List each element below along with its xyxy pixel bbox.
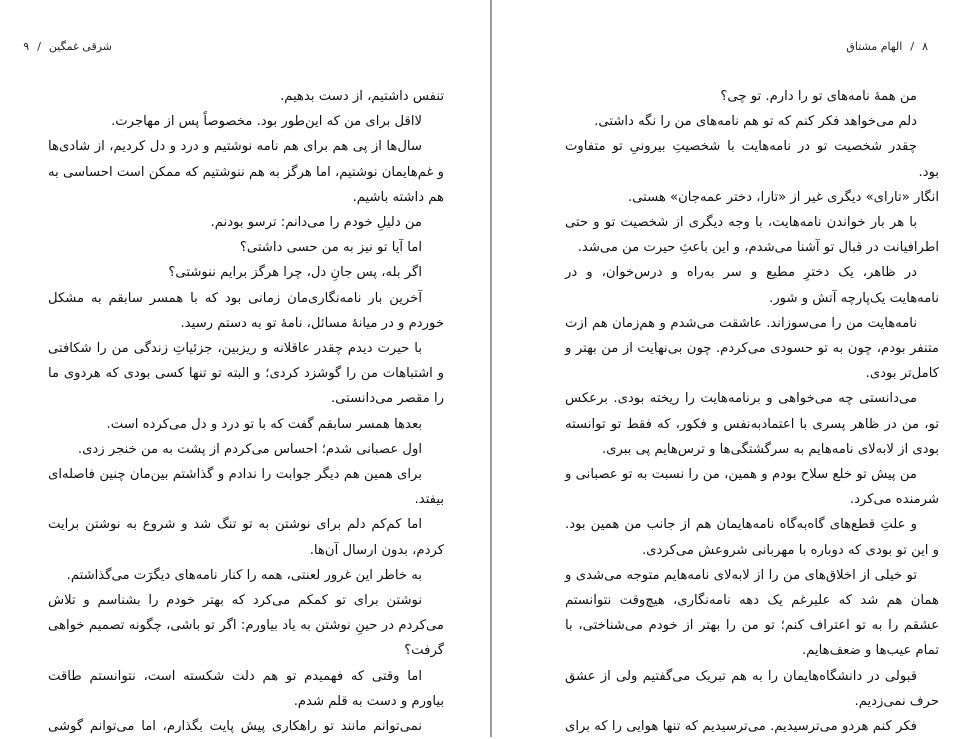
right-running-head [846,40,928,53]
paragraph: سال‌ها از پی هم برای هم نامه نوشتیم و درد و دل کردیم، از شادی‌ها و غم‌هایمان نوشتیم، اما هرگز به هم ننوشتیم که ممکن است احساسی به هم داشته باشیم. [48,139,444,205]
book-title: شرقی غمگین [48,40,112,53]
paragraph: من دلیلِ خودم را می‌دانم: ترسو بودنم. [210,215,422,231]
right-page [490,0,980,737]
left-running-head [23,40,112,53]
running-head-separator: / [37,40,41,53]
paragraph: می‌دانستی چه می‌خواهی و برنامه‌هایت را ریخته بودی. برعکس تو، من در ظاهر پسری با اعتمادبه‌نفس و فکور، که فقط تو توانسته بودی از لابه‌لای نامه‌هایم به سرگشتگی‌ها و ترس‌هایم پی ببری. [565,391,939,457]
page-number: ۸ [922,40,928,53]
paragraph: بعدها همسر سابقم گفت که با تو درد و دل می‌کرده است. [106,416,422,432]
paragraph: به خاطر این غرور لعنتی، همه را کنار نامه‌های دیگرَت می‌گذاشتم. [66,567,422,583]
paragraph: اما کم‌کم دلم برای نوشتن به تو تنگ شد و شروع به نوشتن برایت کردم، بدون ارسال آن‌ها. [48,517,444,558]
right-page-body [565,84,939,739]
paragraph: اول عصبانی شدم؛ احساس می‌کردم از پشت به من خنجر زدی. [77,441,422,457]
paragraph: برای همین هم دیگر جوابت را ندادم و گذاشتم بین‌مان چنین فاصله‌ای بیفتد. [48,467,444,508]
paragraph: تنفس داشتیم، از دست بدهیم. [280,89,444,104]
author-name: الهام مشتاق [846,40,903,53]
paragraph: با هر بار خواندن نامه‌هایت، با وجه دیگری از شخصیت تو و حتی اطرافیانت در قبال تو آشنا می‌شدم، و این باعثِ حیرت من می‌شد. [565,215,939,256]
running-head-separator: / [910,40,915,53]
paragraph: اگر بله، پس جانِ دل، چرا هرگز برایم ننوشتی؟ [168,265,422,281]
paragraph: من پیش تو خلع سلاح بودم و همین، من را نسبت به تو عصبانی و شرمنده می‌کرد. [565,467,939,508]
paragraph: با حیرت دیدم چقدر عاقلانه و ریزبین، جزئیاتِ زندگی من را شکافتی و اشتباهات من را گوشزد کردی؛ و البته تو تنها کسی بودی که هردوی ما را مقصر می‌دانستی. [48,341,444,407]
paragraph: من همهٔ نامه‌های تو را دارم. تو چی؟ [720,89,917,104]
paragraph: و علتِ قطع‌های گاه‌به‌گاه نامه‌هایمان هم از جانب من همین بود. و این تو بودی که دوباره با مهربانی شروعش می‌کردی. [565,517,939,558]
page-gutter-divider [490,0,492,737]
paragraph: قبولی در دانشگاه‌هایمان را به هم تبریک می‌گفتیم ولی از عشق حرف نمی‌زدیم. [565,668,939,709]
paragraph: نمی‌توانم مانند تو راهکاری پیش پایت بگذارم، اما می‌توانم گوشی [48,719,422,735]
paragraph: فکر کنم هردو می‌ترسیدیم. می‌ترسیدیم که تنها هوایی را که برای [565,719,917,735]
page-number: ۹ [23,40,30,53]
paragraph: انگار «تارای» دیگری غیر از «تارا، دختر عمه‌جان» هستی. [627,189,939,205]
paragraph: نوشتن برای تو کمکم می‌کرد که بهتر خودم را بشناسم و تلاش می‌کردم در حینِ نوشتن به یاد بیاورم: اگر تو باشی، چگونه تصمیم خواهی گرفت؟ [48,593,444,659]
left-page [0,0,490,737]
paragraph: تو خیلی از اخلاق‌های من را از لابه‌لای نامه‌هایم متوجه می‌شدی و همان هم شد که علیرغم یک دهه نامه‌نگاری، هیچ‌وقت نتوانستم عشقم را به تو اعتراف کنم؛ تو من را بهتر از خودم می‌شناختی، با تمام عیب‌ها و ضعف‌هایم. [565,567,939,659]
paragraph: لااقل برای من که این‌طور بود. مخصوصاً پس از مهاجرت. [111,114,422,130]
paragraph: در ظاهر، یک دخترِ مطیع و سر به‌راه و درس‌خوان، و در نامه‌هایت یک‌پارچه آتش و شور. [565,265,939,306]
paragraph: آخرین بار نامه‌نگاری‌مان زمانی بود که با همسر سابقم به مشکل خوردم و در میانهٔ مسائل، نامهٔ تو به دستم رسید. [48,290,444,331]
paragraph: چقدر شخصیت تو در نامه‌هایت با شخصیتِ بیرونیِ تو متفاوت بود. [565,139,939,180]
paragraph: دلم می‌خواهد فکر کنم که تو هم نامه‌های من را نگه داشتی. [594,114,917,130]
left-page-body [48,84,444,739]
paragraph: اما وقتی که فهمیدم تو هم دلت شکسته است، نتوانستم طاقت بیاورم و دست به قلم شدم. [48,668,444,709]
paragraph: نامه‌هایت من را می‌سوزاند. عاشقت می‌شدم و هم‌زمان هم ازت متنفر بودم، چون به تو حسودی می‌کردم. چون بی‌نهایت از من بهتر و کامل‌تر بودی. [565,315,939,382]
paragraph: اما آیا تو نیز به من حسی داشتی؟ [239,240,422,256]
